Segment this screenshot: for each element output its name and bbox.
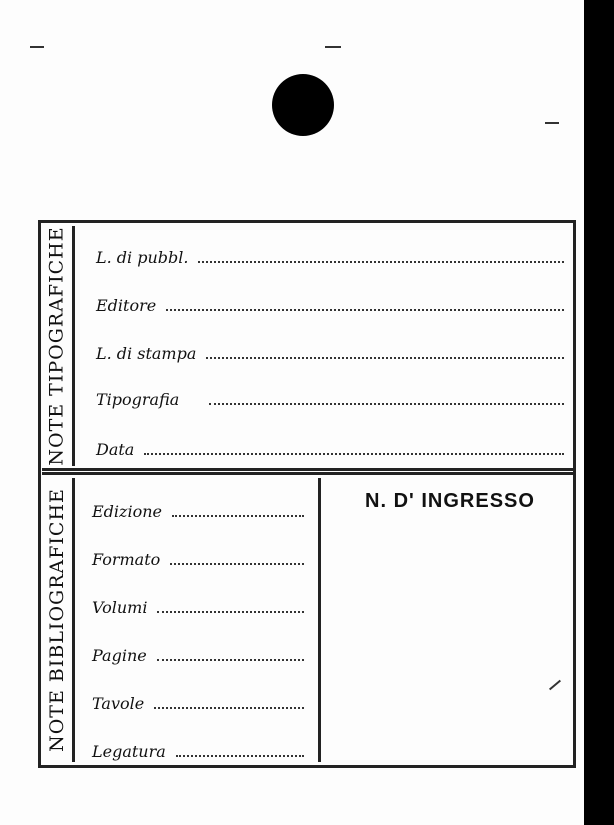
field-label: Tavole: [92, 694, 145, 713]
field-legatura: [92, 742, 304, 761]
dotted-line: [206, 347, 564, 359]
section-divider: [42, 468, 574, 471]
dotted-line: [166, 299, 564, 311]
dotted-line: [144, 443, 564, 455]
dotted-line: [198, 251, 564, 263]
field-data: [96, 440, 564, 459]
dotted-line: [170, 553, 304, 565]
field-label: Pagine: [92, 646, 147, 665]
field-label: L. di pubbl.: [96, 248, 189, 267]
dotted-line: [157, 649, 304, 661]
field-editore: [96, 296, 564, 315]
dotted-line: [157, 601, 304, 613]
field-luogo-pubblicazione: [96, 248, 564, 267]
heading-separator: [72, 478, 75, 762]
mark: [545, 122, 559, 124]
section-divider: [42, 472, 574, 475]
card-edge-shadow: [584, 0, 590, 825]
field-label: Legatura: [92, 742, 166, 761]
field-pagine: [92, 646, 304, 665]
field-formato: [92, 550, 304, 569]
field-edizione: [92, 502, 304, 521]
dotted-line: [176, 745, 304, 757]
field-label: Tipografia: [96, 390, 180, 409]
field-volumi: [92, 598, 304, 617]
numero-ingresso-label: N. D' INGRESSO: [365, 490, 535, 512]
note-bibliografiche-heading-text: NOTE BIBLIOGRAFICHE: [46, 488, 69, 752]
note-bibliografiche-heading: [42, 478, 72, 762]
field-label: L. di stampa: [96, 344, 197, 363]
field-label: Editore: [96, 296, 157, 315]
note-tipografiche-heading: [42, 226, 72, 466]
column-divider: [318, 478, 321, 762]
field-luogo-stampa: [96, 344, 564, 363]
mark: [325, 46, 341, 48]
mark: [30, 46, 44, 48]
field-label: Edizione: [92, 502, 162, 521]
punch-hole: [272, 74, 334, 136]
dotted-line: [209, 393, 564, 405]
heading-separator: [72, 226, 75, 466]
field-label: Volumi: [92, 598, 148, 617]
dotted-line: [172, 505, 304, 517]
dotted-line: [154, 697, 304, 709]
field-tavole: [92, 694, 304, 713]
note-tipografiche-heading-text: NOTE TIPOGRAFICHE: [46, 226, 69, 466]
field-label: Data: [96, 440, 135, 459]
field-tipografia: [96, 390, 564, 409]
field-label: Formato: [92, 550, 161, 569]
